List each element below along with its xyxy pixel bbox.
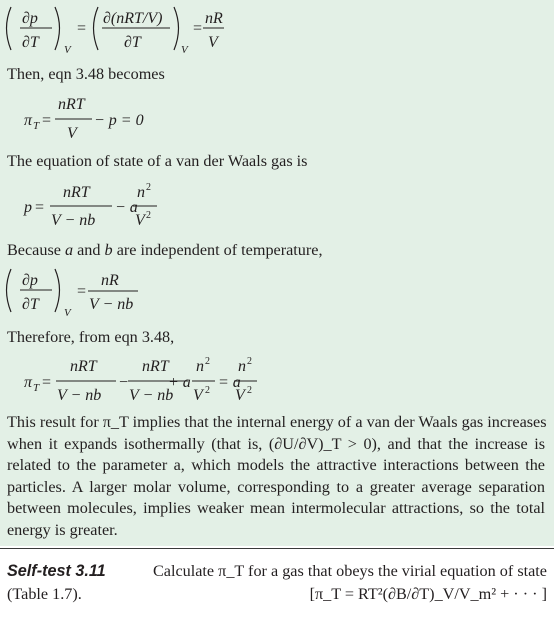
paragraph-line: related to the parameter a, which models the attractive interactions between the: [7, 456, 545, 475]
pi-symbol: π: [24, 374, 33, 391]
paren-open: [7, 269, 12, 312]
equals-a: = a: [218, 374, 241, 391]
divider: [0, 548, 554, 549]
frac-den: V − nb: [57, 387, 102, 404]
text-then: Then, eqn 3.48 becomes: [7, 65, 165, 83]
conclusion-paragraph: [7, 412, 545, 542]
frac-den: V: [67, 125, 77, 142]
sup: 2: [205, 356, 210, 367]
self-test-table-ref: (Table 1.7).: [7, 585, 82, 603]
frac-den: V − nb: [129, 387, 174, 404]
paragraph-line: when it expands isothermally (that is, (∂U/∂V)_T > 0), and that the increase is: [7, 434, 545, 453]
frac-den: ∂T: [22, 34, 39, 51]
pi-symbol: π: [24, 112, 33, 129]
frac-num: nRT: [70, 358, 97, 375]
sup: 2: [247, 356, 252, 367]
sup: 2: [146, 210, 151, 221]
frac-num: ∂(nRT/V): [103, 10, 163, 27]
equation-pi-t-vdw: [0, 352, 554, 408]
paragraph-line: particles. A larger molar volume, corresponding to a greater average separation: [7, 477, 545, 496]
equation-dpdt-ideal: [0, 0, 554, 60]
paren-close: [174, 7, 179, 50]
text-therefore: Therefore, from eqn 3.48,: [7, 328, 175, 346]
paragraph-line: energy is greater.: [7, 520, 118, 539]
frac-num: nRT: [142, 358, 169, 375]
equals: =: [42, 374, 52, 391]
equals: =: [77, 283, 87, 300]
frac-den-v: V: [135, 212, 145, 229]
sup: 2: [146, 182, 151, 193]
paren-close: [55, 7, 60, 50]
paren-open: [7, 7, 12, 50]
text-vdw-intro: The equation of state of a van der Waals gas is: [7, 152, 308, 170]
subscript-v: V: [181, 44, 188, 56]
equals: =: [35, 199, 45, 216]
frac-den-v: V: [235, 387, 245, 404]
self-test-question: Calculate π_T for a gas that obeys the virial equation of state: [152, 562, 547, 580]
equation-pi-t-ideal: [0, 92, 554, 148]
subscript-t: T: [33, 120, 40, 132]
frac-den-v: V: [193, 387, 203, 404]
frac-den: V − nb: [51, 212, 96, 229]
sup: 2: [205, 385, 210, 396]
subscript-v: V: [64, 307, 71, 319]
rest: − p = 0: [94, 112, 144, 129]
self-test-line-1: [7, 560, 547, 583]
paragraph-line: This result for π_T implies that the internal energy of a van der Waals gas increases: [7, 413, 547, 431]
frac-num: nRT: [63, 184, 90, 201]
equation-dpdt-vdw: [0, 263, 554, 323]
paren-open: [94, 7, 99, 50]
frac-num-n: n: [196, 358, 204, 375]
equals: =: [42, 112, 52, 129]
frac-num-n: n: [238, 358, 246, 375]
sup: 2: [247, 385, 252, 396]
self-test-line-2: [7, 583, 547, 606]
text-because: Because a and b are independent of temperature,: [7, 241, 323, 259]
paren-close: [55, 269, 60, 312]
p-symbol: p: [24, 199, 32, 216]
paragraph-line: between molecules, implies weaker mean intermolecular attractions, so the total: [7, 499, 545, 518]
minus: −: [119, 374, 129, 391]
subscript-t: T: [33, 382, 40, 394]
plus-a: + a: [168, 374, 191, 391]
frac-den: V − nb: [89, 296, 134, 313]
subscript-v: V: [64, 44, 71, 56]
frac-num-n: n: [137, 184, 145, 201]
equation-vdw: [0, 176, 554, 236]
frac-den: V: [208, 34, 218, 51]
frac-num: nR: [205, 10, 223, 27]
frac-num: ∂p: [22, 272, 38, 289]
equals: =: [193, 20, 203, 37]
self-test-label: Self-test 3.11: [7, 562, 106, 580]
self-test-answer: [π_T = RT²(∂B/∂T)_V/V_m² + · · · ]: [309, 585, 547, 603]
frac-num: ∂p: [22, 10, 38, 27]
frac-den: ∂T: [22, 296, 39, 313]
frac-num: nRT: [58, 96, 85, 113]
minus-a: − a: [115, 199, 138, 216]
frac-den: ∂T: [124, 34, 141, 51]
frac-num: nR: [101, 272, 119, 289]
equals: =: [77, 20, 87, 37]
